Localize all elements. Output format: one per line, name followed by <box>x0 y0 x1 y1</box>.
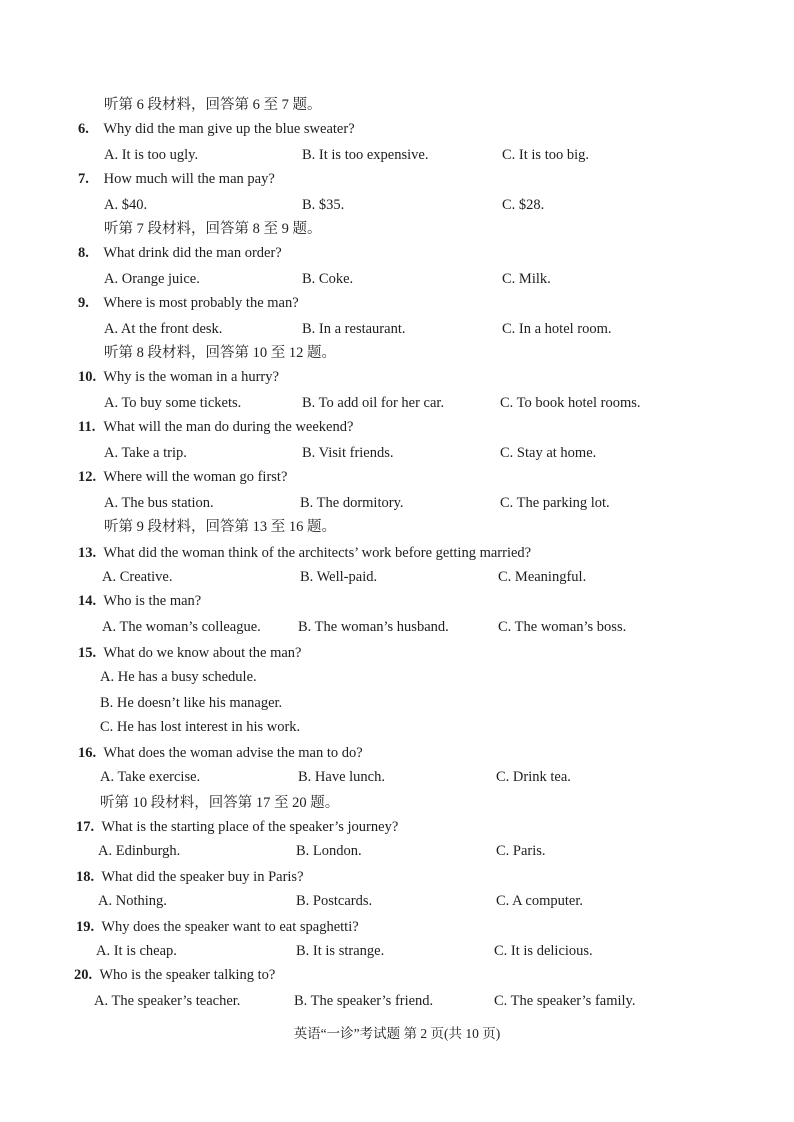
option-b: B. It is strange. <box>296 943 385 959</box>
section-heading: 听第 9 段材料，回答第 13 至 16 题。 <box>104 519 336 535</box>
option-c: C. $28. <box>502 197 545 213</box>
question <box>78 294 299 312</box>
question <box>78 592 201 610</box>
option-c: C. A computer. <box>496 893 583 909</box>
question-text: Who is the man? <box>103 593 202 609</box>
question <box>78 170 275 188</box>
option-a: A. $40. <box>104 197 148 213</box>
question-text: Where is most probably the man? <box>103 295 299 311</box>
question-text: What does the woman advise the man to do? <box>103 745 363 761</box>
question-number: 10. <box>78 369 97 385</box>
option-a: A. It is too ugly. <box>104 147 199 163</box>
question-number: 17. <box>76 819 95 835</box>
option-c: C. In a hotel room. <box>502 321 612 337</box>
question <box>78 120 355 138</box>
question-text: Why is the woman in a hurry? <box>103 369 279 385</box>
question-text: What do we know about the man? <box>103 645 302 661</box>
question-text: Where will the woman go first? <box>103 469 288 485</box>
page-footer: 英语“一诊”考试题 第 2 页(共 10 页) <box>293 1026 501 1041</box>
option-b: B. $35. <box>302 197 345 213</box>
question-number: 16. <box>78 745 97 761</box>
question-text: What did the speaker buy in Paris? <box>101 869 304 885</box>
option-a: A. The woman’s colleague. <box>102 619 261 635</box>
option-c: C. Stay at home. <box>500 445 597 461</box>
question-number: 6. <box>78 121 89 137</box>
option-c: C. To book hotel rooms. <box>500 395 641 411</box>
question <box>76 918 359 936</box>
option-a: A. It is cheap. <box>96 943 177 959</box>
option-c: C. The woman’s boss. <box>498 619 627 635</box>
section-heading: 听第 7 段材料，回答第 8 至 9 题。 <box>104 221 322 237</box>
option-b: B. It is too expensive. <box>302 147 429 163</box>
question <box>78 368 279 386</box>
question-text: What is the starting place of the speaker’s journey? <box>101 819 399 835</box>
option-c: C. The parking lot. <box>500 495 610 511</box>
question-text: What drink did the man order? <box>103 245 282 261</box>
section-heading: 听第 8 段材料，回答第 10 至 12 题。 <box>104 345 336 361</box>
option-a: A. The speaker’s teacher. <box>94 993 241 1009</box>
question-number: 19. <box>76 919 95 935</box>
question-text: Who is the speaker talking to? <box>99 967 276 983</box>
option-b: B. To add oil for her car. <box>302 395 445 411</box>
option-b: B. He doesn’t like his manager. <box>100 695 283 711</box>
option-a: A. Edinburgh. <box>98 843 181 859</box>
question-text: What did the woman think of the architects’ work before getting married? <box>103 545 532 561</box>
question-number: 14. <box>78 593 97 609</box>
option-c: C. Milk. <box>502 271 551 287</box>
option-b: B. The dormitory. <box>300 495 404 511</box>
option-a: A. He has a busy schedule. <box>100 669 257 685</box>
question-number: 18. <box>76 869 95 885</box>
option-a: A. At the front desk. <box>104 321 223 337</box>
section-heading: 听第 10 段材料，回答第 17 至 20 题。 <box>100 795 340 811</box>
option-b: B. The speaker’s friend. <box>294 993 434 1009</box>
option-a: A. Take a trip. <box>104 445 187 461</box>
question <box>78 544 531 562</box>
question <box>76 818 398 836</box>
option-b: B. Have lunch. <box>298 769 385 785</box>
option-a: A. Creative. <box>102 569 173 585</box>
option-c: C. The speaker’s family. <box>494 993 636 1009</box>
option-a: A. Take exercise. <box>100 769 201 785</box>
option-b: B. In a restaurant. <box>302 321 406 337</box>
option-c: C. It is delicious. <box>494 943 593 959</box>
question-text: Why does the speaker want to eat spaghetti? <box>101 919 359 935</box>
question <box>78 744 363 762</box>
question-text: How much will the man pay? <box>103 171 275 187</box>
option-c: C. He has lost interest in his work. <box>100 719 301 735</box>
question-number: 20. <box>74 967 93 983</box>
section-heading: 听第 6 段材料，回答第 6 至 7 题。 <box>104 97 322 113</box>
question-text: What will the man do during the weekend? <box>103 419 354 435</box>
question-number: 9. <box>78 295 89 311</box>
option-a: A. Orange juice. <box>104 271 200 287</box>
question <box>78 644 301 662</box>
question <box>78 244 282 262</box>
question-number: 15. <box>78 645 97 661</box>
question-number: 7. <box>78 171 89 187</box>
option-a: A. Nothing. <box>98 893 167 909</box>
option-c: C. Meaningful. <box>498 569 587 585</box>
option-c: C. Drink tea. <box>496 769 571 785</box>
option-b: B. Well-paid. <box>300 569 378 585</box>
question-text: Why did the man give up the blue sweater? <box>103 121 355 137</box>
question-number: 13. <box>78 545 97 561</box>
question-number: 11. <box>78 419 96 435</box>
question <box>78 468 287 486</box>
option-b: B. Visit friends. <box>302 445 394 461</box>
option-b: B. Postcards. <box>296 893 373 909</box>
option-c: C. Paris. <box>496 843 546 859</box>
question-number: 12. <box>78 469 97 485</box>
option-a: A. To buy some tickets. <box>104 395 242 411</box>
question <box>76 868 304 886</box>
option-b: B. The woman’s husband. <box>298 619 449 635</box>
question-number: 8. <box>78 245 89 261</box>
question <box>74 966 275 984</box>
option-a: A. The bus station. <box>104 495 214 511</box>
option-c: C. It is too big. <box>502 147 590 163</box>
question <box>78 418 353 436</box>
option-b: B. London. <box>296 843 362 859</box>
option-b: B. Coke. <box>302 271 354 287</box>
